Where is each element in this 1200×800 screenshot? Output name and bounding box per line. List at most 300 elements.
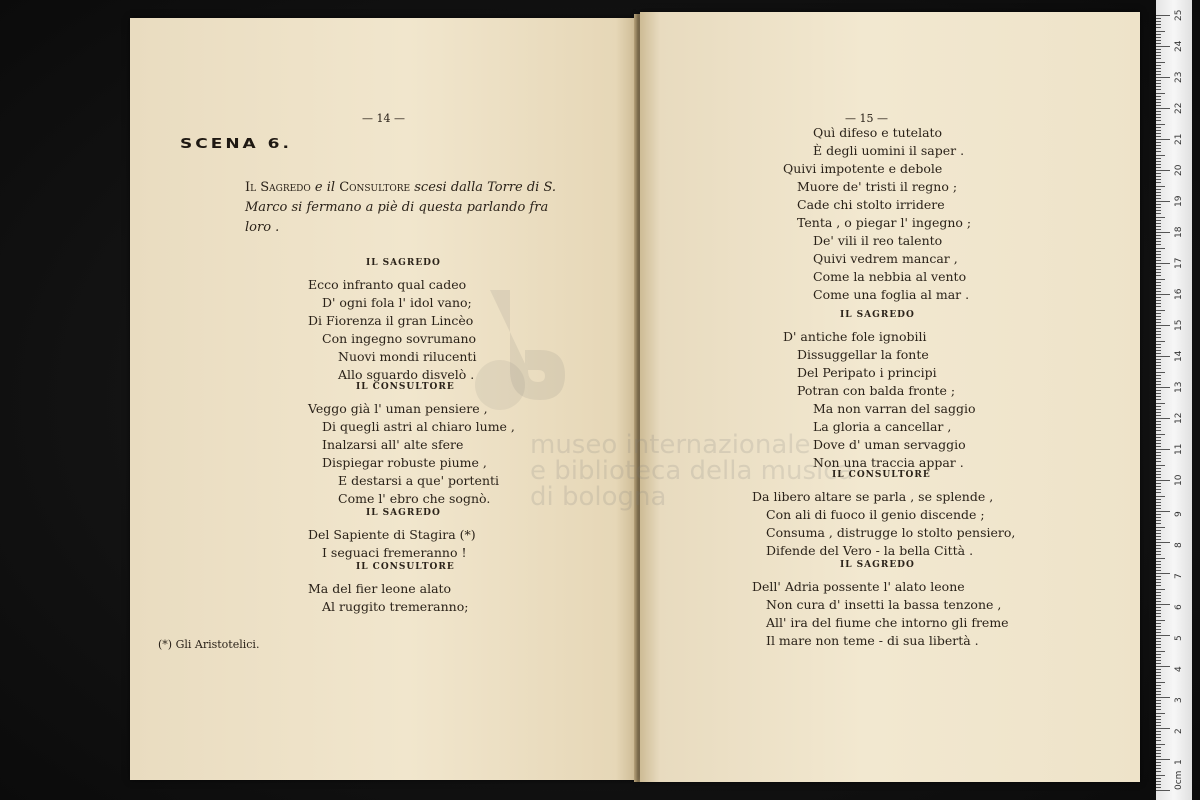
ruler-tick: [1156, 781, 1161, 782]
ruler-tick: [1156, 244, 1161, 245]
verse-line: Al ruggito tremeranno;: [322, 599, 469, 614]
ruler-tick: [1156, 430, 1161, 431]
ruler-tick: [1156, 337, 1161, 338]
ruler-label: 17: [1174, 257, 1184, 269]
ruler-tick: [1156, 567, 1161, 568]
ruler-tick: [1156, 62, 1165, 63]
ruler-tick: [1156, 418, 1170, 419]
ruler-tick: [1156, 483, 1161, 484]
stage-direction-sagredo: Il Sagredo: [245, 180, 311, 195]
ruler-label: 2: [1174, 728, 1184, 734]
verse-line: Dove d' uman servaggio: [813, 437, 966, 452]
ruler-label: 12: [1174, 412, 1184, 424]
ruler-tick: [1156, 446, 1161, 447]
ruler-label: 15: [1174, 319, 1184, 331]
ruler-tick: [1156, 27, 1161, 28]
ruler-tick: [1156, 443, 1161, 444]
verse-line: Allo sguardo disvelò .: [338, 367, 475, 382]
ruler-tick: [1156, 685, 1161, 686]
ruler-tick: [1156, 731, 1161, 732]
ruler-tick: [1156, 139, 1170, 140]
right-page-number: — 15 —: [845, 112, 888, 125]
ruler-tick: [1156, 775, 1165, 776]
ruler-tick: [1156, 787, 1161, 788]
ruler-tick: [1156, 390, 1161, 391]
verse-line: Ma non varran del saggio: [813, 401, 976, 416]
ruler-tick: [1156, 613, 1161, 614]
ruler-tick: [1156, 790, 1170, 791]
ruler-label: 14: [1174, 350, 1184, 362]
ruler-tick: [1156, 99, 1161, 100]
ruler-tick: [1156, 269, 1161, 270]
ruler-tick: [1156, 77, 1170, 78]
ruler-tick: [1156, 52, 1161, 53]
ruler-label: 22: [1174, 102, 1184, 114]
ruler-tick: [1156, 626, 1161, 627]
verse-line: Nuovi mondi rilucenti: [338, 349, 477, 364]
ruler-label: 25: [1174, 9, 1184, 21]
ruler-tick: [1156, 505, 1161, 506]
ruler-tick: [1156, 46, 1170, 47]
ruler-tick: [1156, 74, 1161, 75]
ruler-tick: [1156, 83, 1161, 84]
ruler-tick: [1156, 669, 1161, 670]
verse-line: Da libero altare se parla , se splende ,: [752, 489, 994, 504]
ruler-label: 0cm: [1174, 770, 1184, 790]
verse-line: La gloria a cancellar ,: [813, 419, 952, 434]
verse-line: Il mare non teme - di sua libertà .: [766, 633, 979, 648]
ruler-tick: [1156, 706, 1161, 707]
ruler-tick: [1156, 359, 1161, 360]
ruler-tick: [1156, 399, 1161, 400]
ruler-label: 7: [1174, 573, 1184, 579]
ruler-tick: [1156, 158, 1161, 159]
ruler-tick: [1156, 161, 1161, 162]
ruler-label: 3: [1174, 697, 1184, 703]
ruler-tick: [1156, 322, 1161, 323]
ruler-tick: [1156, 40, 1161, 41]
ruler-tick: [1156, 167, 1161, 168]
stage-direction-rest: scesi dalla Torre di S. Marco si fermano a piè di questa parlando fra loro .: [245, 180, 557, 235]
ruler-tick: [1156, 195, 1161, 196]
ruler-tick: [1156, 784, 1161, 785]
ruler-tick: [1156, 709, 1161, 710]
ruler-label: 11: [1174, 443, 1184, 455]
watermark-line-2: e biblioteca della musica: [530, 456, 854, 486]
ruler-tick: [1156, 533, 1161, 534]
ruler-tick: [1156, 356, 1170, 357]
ruler-tick: [1156, 610, 1161, 611]
ruler-tick: [1156, 458, 1161, 459]
ruler-label: 23: [1174, 71, 1184, 83]
ruler-tick: [1156, 251, 1161, 252]
ruler-tick: [1156, 657, 1161, 658]
ruler-tick: [1156, 682, 1165, 683]
ruler-tick: [1156, 189, 1161, 190]
ruler-tick: [1156, 530, 1161, 531]
ruler-tick: [1156, 756, 1161, 757]
ruler-tick: [1156, 316, 1161, 317]
ruler-tick: [1156, 434, 1165, 435]
ruler-tick: [1156, 201, 1170, 202]
ruler-tick: [1156, 96, 1161, 97]
ruler-tick: [1156, 424, 1161, 425]
verse-line: D' antiche fole ignobili: [783, 329, 927, 344]
verse-line: Come l' ebro che sognò.: [338, 491, 491, 506]
ruler-label: 8: [1174, 542, 1184, 548]
ruler-tick: [1156, 210, 1161, 211]
ruler-tick: [1156, 582, 1161, 583]
ruler-tick: [1156, 387, 1170, 388]
verse-line: È degli uomini il saper .: [813, 143, 965, 158]
ruler-tick: [1156, 517, 1161, 518]
ruler-tick: [1156, 217, 1165, 218]
ruler-tick: [1156, 319, 1161, 320]
ruler-tick: [1156, 24, 1161, 25]
ruler-tick: [1156, 672, 1161, 673]
ruler-tick: [1156, 722, 1161, 723]
ruler-tick: [1156, 536, 1161, 537]
ruler-tick: [1156, 207, 1161, 208]
ruler-tick: [1156, 616, 1161, 617]
watermark-line-1: museo internazionale: [530, 430, 811, 460]
ruler-tick: [1156, 595, 1161, 596]
ruler-tick: [1156, 527, 1165, 528]
verse-line: E destarsi a que' portenti: [338, 473, 500, 488]
ruler-tick: [1156, 328, 1161, 329]
verse-line: Muore de' tristi il regno ;: [797, 179, 958, 194]
ruler-tick: [1156, 554, 1161, 555]
ruler-tick: [1156, 313, 1161, 314]
ruler-tick: [1156, 89, 1161, 90]
verse-line: Consuma , distrugge lo stolto pensiero,: [766, 525, 1016, 540]
ruler-tick: [1156, 747, 1161, 748]
verse-line: Ecco infranto qual cadeo: [308, 277, 467, 292]
ruler-tick: [1156, 474, 1161, 475]
ruler-tick: [1156, 573, 1170, 574]
ruler-tick: [1156, 607, 1161, 608]
ruler-label: 9: [1174, 511, 1184, 517]
ruler-tick: [1156, 570, 1161, 571]
ruler-tick: [1156, 737, 1161, 738]
ruler-tick: [1156, 198, 1161, 199]
speaker-label: IL SAGREDO: [366, 508, 441, 518]
ruler-tick: [1156, 176, 1161, 177]
ruler-tick: [1156, 182, 1161, 183]
ruler-tick: [1156, 455, 1161, 456]
ruler-tick: [1156, 37, 1161, 38]
ruler-label: 1: [1174, 759, 1184, 765]
ruler-tick: [1156, 461, 1161, 462]
ruler-tick: [1156, 725, 1161, 726]
ruler-label: 20: [1174, 164, 1184, 176]
ruler-tick: [1156, 660, 1161, 661]
stage-direction-connector: e il: [310, 180, 340, 195]
ruler-tick: [1156, 629, 1161, 630]
ruler-tick: [1156, 623, 1161, 624]
ruler-tick: [1156, 592, 1161, 593]
verse-line: Veggo già l' uman pensiere ,: [308, 401, 488, 416]
verse-line: Dell' Adria possente l' alato leone: [752, 579, 965, 594]
ruler-tick: [1156, 548, 1161, 549]
ruler-tick: [1156, 58, 1161, 59]
verse-line: Ma del fier leone alato: [308, 581, 452, 596]
ruler-tick: [1156, 34, 1161, 35]
scene-heading: SCENA 6.: [180, 136, 292, 152]
ruler-label: 19: [1174, 195, 1184, 207]
ruler-tick: [1156, 539, 1161, 540]
verse-line: Come la nebbia al vento: [813, 269, 967, 284]
ruler-tick: [1156, 186, 1165, 187]
ruler-tick: [1156, 204, 1161, 205]
ruler-tick: [1156, 403, 1165, 404]
ruler-tick: [1156, 514, 1161, 515]
verse-line: Del Peripato i principi: [797, 365, 937, 380]
ruler-tick: [1156, 213, 1161, 214]
ruler-tick: [1156, 486, 1161, 487]
ruler-tick: [1156, 179, 1161, 180]
ruler-tick: [1156, 713, 1165, 714]
ruler-tick: [1156, 353, 1161, 354]
verse-line: D' ogni fola l' idol vano;: [322, 295, 472, 310]
verse-line: Quì difeso e tutelato: [813, 125, 943, 140]
ruler-tick: [1156, 415, 1161, 416]
ruler-tick: [1156, 492, 1161, 493]
ruler-tick: [1156, 71, 1161, 72]
ruler-tick: [1156, 362, 1161, 363]
ruler-tick: [1156, 703, 1161, 704]
ruler-tick: [1156, 260, 1161, 261]
verse-line: Potran con balda fronte ;: [797, 383, 956, 398]
ruler-tick: [1156, 130, 1161, 131]
left-page-number: — 14 —: [362, 112, 405, 125]
verse-line: De' vili il reo talento: [813, 233, 943, 248]
ruler-tick: [1156, 49, 1161, 50]
watermark-line-3: di bologna: [530, 482, 667, 512]
ruler-tick: [1156, 740, 1161, 741]
ruler-tick: [1156, 145, 1161, 146]
speaker-label: IL SAGREDO: [840, 310, 915, 320]
ruler-tick: [1156, 155, 1165, 156]
ruler-tick: [1156, 136, 1161, 137]
ruler-tick: [1156, 68, 1161, 69]
ruler-tick: [1156, 449, 1170, 450]
ruler-tick: [1156, 21, 1161, 22]
ruler-tick: [1156, 778, 1161, 779]
ruler-tick: [1156, 285, 1161, 286]
ruler-tick: [1156, 564, 1161, 565]
ruler-tick: [1156, 471, 1161, 472]
ruler-tick: [1156, 43, 1161, 44]
verse-line: Non una traccia appar .: [813, 455, 964, 470]
ruler-tick: [1156, 502, 1161, 503]
ruler-label: 21: [1174, 133, 1184, 145]
ruler-tick: [1156, 440, 1161, 441]
footnote: (*) Gli Aristotelici.: [158, 638, 260, 651]
ruler-tick: [1156, 15, 1170, 16]
ruler-tick: [1156, 368, 1161, 369]
ruler-tick: [1156, 375, 1161, 376]
ruler-tick: [1156, 753, 1161, 754]
ruler-tick: [1156, 297, 1161, 298]
ruler-tick: [1156, 105, 1161, 106]
ruler-label: 10: [1174, 474, 1184, 486]
ruler-tick: [1156, 734, 1161, 735]
ruler-tick: [1156, 393, 1161, 394]
ruler-tick: [1156, 254, 1161, 255]
ruler-tick: [1156, 120, 1161, 121]
ruler-tick: [1156, 108, 1170, 109]
verse-line: Con ingegno sovrumano: [322, 331, 477, 346]
ruler-tick: [1156, 579, 1161, 580]
ruler-tick: [1156, 576, 1161, 577]
ruler-tick: [1156, 80, 1161, 81]
ruler-tick: [1156, 750, 1161, 751]
verse-line: Cade chi stolto irridere: [797, 197, 945, 212]
verse-line: I seguaci fremeranno !: [322, 545, 467, 560]
ruler-tick: [1156, 381, 1161, 382]
ruler-tick: [1156, 334, 1161, 335]
ruler-tick: [1156, 728, 1170, 729]
speaker-label: IL CONSULTORE: [356, 562, 455, 572]
verse-line: Tenta , o piegar l' ingegno ;: [797, 215, 972, 230]
ruler-tick: [1156, 688, 1161, 689]
ruler-tick: [1156, 635, 1170, 636]
ruler-tick: [1156, 266, 1161, 267]
ruler-tick: [1156, 523, 1161, 524]
ruler-tick: [1156, 341, 1165, 342]
verse-line: Quivi impotente e debole: [783, 161, 943, 176]
ruler-tick: [1156, 257, 1161, 258]
ruler-tick: [1156, 272, 1161, 273]
ruler-tick: [1156, 666, 1170, 667]
verse-line: Difende del Vero - la bella Città .: [766, 543, 974, 558]
ruler-tick: [1156, 589, 1165, 590]
ruler-tick: [1156, 173, 1161, 174]
ruler-tick: [1156, 638, 1161, 639]
ruler-tick: [1156, 86, 1161, 87]
ruler-tick: [1156, 694, 1161, 695]
speaker-label: IL CONSULTORE: [832, 470, 931, 480]
ruler-tick: [1156, 124, 1165, 125]
ruler-tick: [1156, 331, 1161, 332]
ruler-tick: [1156, 765, 1161, 766]
ruler-tick: [1156, 520, 1161, 521]
ruler-tick: [1156, 651, 1165, 652]
ruler-tick: [1156, 294, 1170, 295]
ruler-label: 4: [1174, 666, 1184, 672]
ruler-tick: [1156, 372, 1165, 373]
ruler-tick: [1156, 226, 1161, 227]
ruler-tick: [1156, 654, 1161, 655]
ruler-tick: [1156, 561, 1161, 562]
ruler-label: 24: [1174, 40, 1184, 52]
ruler-tick: [1156, 164, 1161, 165]
ruler-tick: [1156, 620, 1165, 621]
speaker-label: IL SAGREDO: [840, 560, 915, 570]
ruler-tick: [1156, 691, 1161, 692]
ruler-tick: [1156, 542, 1170, 543]
ruler-tick: [1156, 406, 1161, 407]
verse-line: Come una foglia al mar .: [813, 287, 970, 302]
ruler-tick: [1156, 396, 1161, 397]
ruler-tick: [1156, 65, 1161, 66]
ruler-tick: [1156, 632, 1161, 633]
ruler-tick: [1156, 365, 1161, 366]
ruler-tick: [1156, 744, 1165, 745]
ruler-tick: [1156, 300, 1161, 301]
ruler-tick: [1156, 93, 1165, 94]
ruler-tick: [1156, 468, 1161, 469]
ruler-tick: [1156, 142, 1161, 143]
ruler-tick: [1156, 111, 1161, 112]
verse-line: Di quegli astri al chiaro lume ,: [322, 419, 515, 434]
measuring-ruler: [1156, 0, 1192, 800]
ruler-tick: [1156, 229, 1161, 230]
ruler-tick: [1156, 558, 1165, 559]
ruler-tick: [1156, 223, 1161, 224]
ruler-tick: [1156, 551, 1161, 552]
ruler-tick: [1156, 151, 1161, 152]
ruler-tick: [1156, 248, 1165, 249]
ruler-tick: [1156, 18, 1161, 19]
ruler-tick: [1156, 496, 1165, 497]
speaker-label: IL CONSULTORE: [356, 382, 455, 392]
ruler-tick: [1156, 477, 1161, 478]
stage-direction-consultore: Consultore: [339, 180, 411, 195]
ruler-tick: [1156, 647, 1161, 648]
ruler-tick: [1156, 232, 1170, 233]
ruler-tick: [1156, 310, 1165, 311]
ruler-tick: [1156, 604, 1170, 605]
verse-line: Del Sapiente di Stagira (*): [308, 527, 476, 542]
ruler-tick: [1156, 241, 1161, 242]
ruler-tick: [1156, 378, 1161, 379]
ruler-tick: [1156, 697, 1170, 698]
ruler-tick: [1156, 678, 1161, 679]
ruler-tick: [1156, 545, 1161, 546]
ruler-tick: [1156, 263, 1170, 264]
ruler-tick: [1156, 716, 1161, 717]
ruler-tick: [1156, 508, 1161, 509]
ruler-tick: [1156, 344, 1161, 345]
ruler-tick: [1156, 601, 1161, 602]
ruler-tick: [1156, 489, 1161, 490]
ruler-tick: [1156, 133, 1161, 134]
verse-line: Non cura d' insetti la bassa tenzone ,: [766, 597, 1002, 612]
ruler-tick: [1156, 768, 1161, 769]
ruler-tick: [1156, 238, 1161, 239]
verse-line: Dispiegar robuste piume ,: [322, 455, 487, 470]
ruler-tick: [1156, 771, 1161, 772]
ruler-tick: [1156, 412, 1161, 413]
ruler-tick: [1156, 303, 1161, 304]
verse-line: Quivi vedrem mancar ,: [813, 251, 958, 266]
ruler-tick: [1156, 644, 1161, 645]
ruler-tick: [1156, 235, 1161, 236]
ruler-label: 13: [1174, 381, 1184, 393]
ruler-tick: [1156, 427, 1161, 428]
ruler-tick: [1156, 762, 1161, 763]
ruler-tick: [1156, 291, 1161, 292]
verse-line: Inalzarsi all' alte sfere: [322, 437, 464, 452]
ruler-label: 6: [1174, 604, 1184, 610]
ruler-label: 5: [1174, 635, 1184, 641]
ruler-tick: [1156, 663, 1161, 664]
ruler-tick: [1156, 279, 1165, 280]
ruler-tick: [1156, 511, 1170, 512]
ruler-tick: [1156, 480, 1170, 481]
